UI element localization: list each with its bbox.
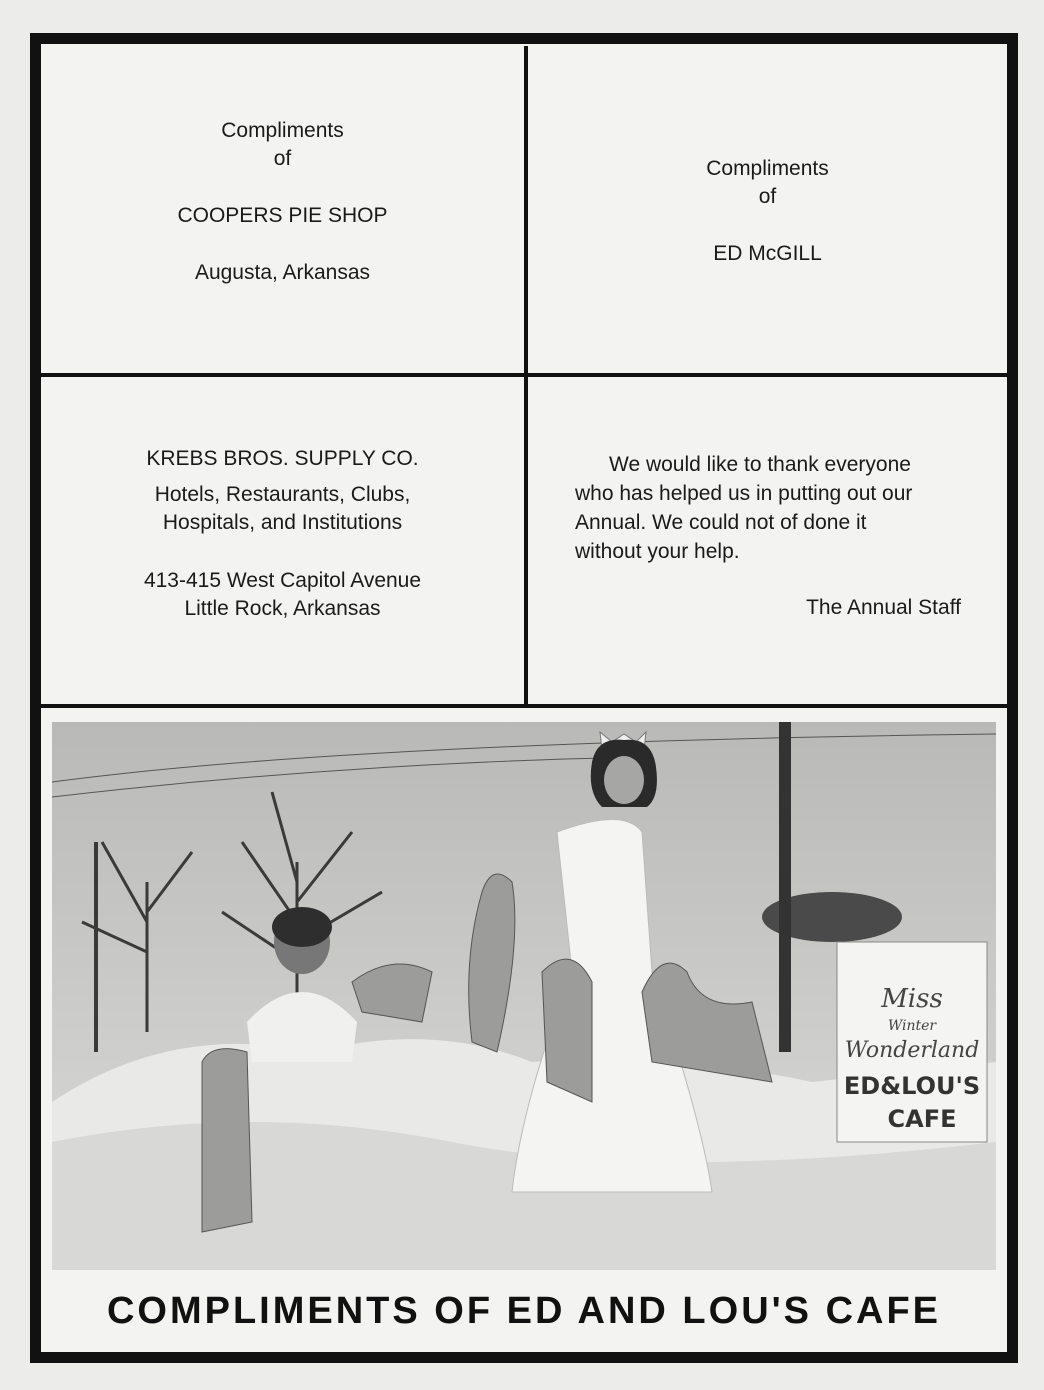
ad-city: Little Rock, Arkansas (184, 597, 381, 620)
parade-float-photo (52, 722, 996, 1270)
sign-text: ED&LOU'S (843, 1072, 981, 1100)
thanks-signature: The Annual Staff (806, 596, 961, 619)
sign-text: CAFE (887, 1105, 957, 1133)
ad-krebs-bros (41, 445, 524, 623)
ad-of-label: of (273, 147, 292, 170)
sign-text: Miss (881, 984, 943, 1014)
ad-compliments-label: Compliments (706, 157, 829, 180)
ad-address: 413-415 West Capitol Avenue (143, 569, 422, 592)
utility-pole (779, 722, 791, 1052)
row-divider-bottom (41, 704, 1007, 708)
ad-business-name: KREBS BROS. SUPPLY CO. (146, 447, 419, 470)
ad-business-name: COOPERS PIE SHOP (177, 204, 388, 227)
ad-ed-mcgill (528, 155, 1007, 268)
ad-services-line: Hotels, Restaurants, Clubs, (154, 483, 411, 506)
ad-business-name: ED McGILL (713, 242, 822, 265)
thanks-line: We would like to thank everyone (609, 453, 911, 476)
ad-of-label: of (758, 185, 777, 208)
thank-you-note (575, 450, 975, 622)
thanks-line: without your help. (575, 540, 740, 563)
sign-text: Winter (887, 1018, 937, 1034)
ad-coopers-pie-shop (41, 117, 524, 287)
thanks-line: who has helped us in putting out our (575, 482, 913, 505)
cafe-caption: COMPLIMENTS OF ED AND LOU'S CAFE (106, 1290, 942, 1332)
row-divider-top (41, 373, 1007, 377)
photo-illustration (52, 722, 996, 1270)
ad-services-line: Hospitals, and Institutions (162, 511, 403, 534)
ad-compliments-label: Compliments (221, 119, 344, 142)
ad-location: Augusta, Arkansas (194, 261, 371, 284)
sign-text: Wonderland (844, 1038, 980, 1063)
thanks-line: Annual. We could not of done it (575, 511, 867, 534)
